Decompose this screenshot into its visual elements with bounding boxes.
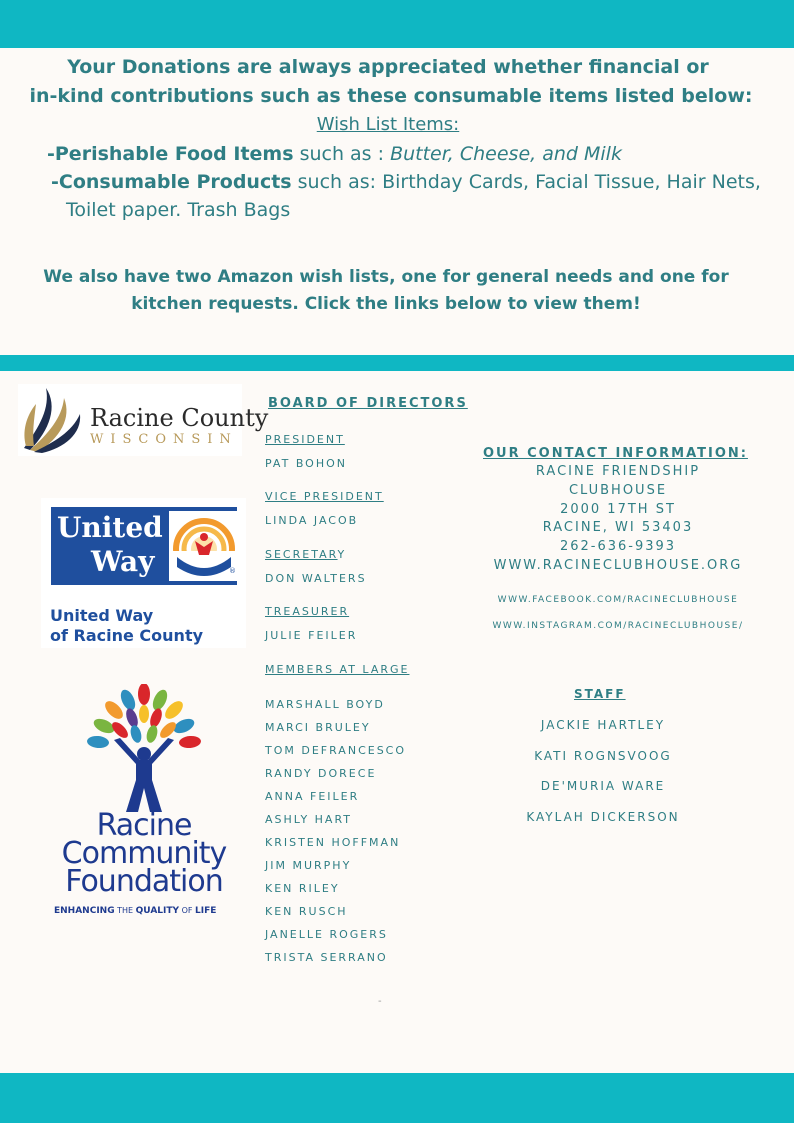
rcf-word-foundation: Foundation [65, 864, 223, 899]
contact-org-line-2: CLUBHOUSE [568, 483, 668, 498]
consumable-items: such as: Birthday Cards, Facial Tissue, Hair Nets, [291, 171, 761, 193]
secretary-title [265, 548, 346, 561]
board-member: KRISTEN HOFFMAN [265, 836, 401, 849]
board-member: TRISTA SERRANO [265, 951, 388, 964]
perishable-items: Butter, Cheese, and Milk [390, 143, 622, 165]
consumable-items-line [51, 171, 761, 193]
rcf-word-racine: Racine [96, 808, 192, 843]
consumable-label: -Consumable Products [51, 171, 292, 193]
wish-list-heading: Wish List Items: [316, 114, 460, 135]
contact-website-link[interactable]: WWW.RACINECLUBHOUSE.ORG [493, 558, 743, 573]
amazon-line-1: We also have two Amazon wish lists, one for general needs and one for [43, 267, 729, 287]
staff-member: KAYLAH DICKERSON [526, 810, 680, 824]
united-way-caption-1: United Way [50, 606, 154, 625]
secretary-title-tail: Y [337, 548, 347, 561]
united-way-emblem [169, 511, 239, 581]
board-member: RANDY DORECE [265, 767, 377, 780]
consumable-items-line-2: Toilet paper. Trash Bags [66, 199, 291, 221]
racine-county-wings-icon [20, 386, 90, 454]
president-title: PRESIDENT [265, 433, 345, 446]
rcf-tag-life: LIFE [195, 906, 217, 916]
rcf-tag-quality: QUALITY [135, 906, 180, 916]
board-member: MARSHALL BOYD [265, 698, 385, 711]
racine-county-name: Racine County [90, 404, 269, 432]
instagram-link[interactable]: WWW.INSTAGRAM.COM/RACINECLUBHOUSE/ [492, 621, 744, 631]
united-way-word-2: Way [91, 545, 155, 578]
tree-person-icon [52, 684, 236, 814]
staff-member: DE'MURIA WARE [540, 779, 666, 793]
board-member: KEN RILEY [265, 882, 340, 895]
intro-line-1: Your Donations are always appreciated whether financial or [67, 56, 709, 78]
treasurer-name: JULIE FEILER [265, 629, 358, 642]
contact-org-line-1: RACINE FRIENDSHIP [535, 464, 701, 479]
secretary-title-underlined: SECRETAR [265, 548, 338, 561]
vice-president-name: LINDA JACOB [265, 514, 359, 527]
secretary-name: DON WALTERS [265, 572, 367, 585]
board-member: JIM MURPHY [265, 859, 352, 872]
president-name: PAT BOHON [265, 457, 347, 470]
contact-phone: 262-636-9393 [559, 539, 677, 554]
rcf-tagline [54, 906, 216, 916]
intro-line-2: in-kind contributions such as these consumable items listed below: [29, 85, 753, 107]
board-member: KEN RUSCH [265, 905, 348, 918]
facebook-link[interactable]: WWW.FACEBOOK.COM/RACINECLUBHOUSE [497, 595, 739, 605]
racine-county-logo [18, 384, 269, 456]
racine-community-foundation-logo [52, 684, 236, 920]
staff-member: KATI ROGNSVOOG [534, 749, 672, 763]
middle-color-band [0, 355, 794, 371]
board-member: TOM DEFRANCESCO [265, 744, 407, 757]
contact-city: RACINE, WI 53403 [542, 520, 694, 535]
perishable-connector: such as : [293, 143, 391, 165]
contact-street: 2000 17TH ST [560, 502, 676, 517]
perishable-label: -Perishable Food Items [47, 143, 294, 165]
staff-heading: STAFF [574, 687, 626, 701]
board-member: MARCI BRULEY [265, 721, 371, 734]
members-at-large-title: MEMBERS AT LARGE [265, 663, 410, 676]
united-way-caption-2: of Racine County [50, 626, 204, 645]
contact-heading: OUR CONTACT INFORMATION: [483, 446, 748, 461]
staff-member: JACKIE HARTLEY [540, 718, 666, 732]
racine-county-state: WISCONSIN [90, 432, 238, 447]
rcf-tag-the: THE [114, 906, 136, 915]
united-way-word-1: United [57, 511, 163, 544]
footer-mark: - [378, 996, 382, 1007]
top-color-band [0, 0, 794, 48]
rcf-tag-of: OF [179, 906, 196, 915]
united-way-logo [41, 498, 246, 648]
treasurer-title: TREASURER [265, 605, 350, 618]
united-way-badge [51, 507, 237, 585]
board-member: ASHLY HART [265, 813, 353, 826]
board-member: ANNA FEILER [265, 790, 360, 803]
vice-president-title: VICE PRESIDENT [265, 490, 384, 503]
board-heading: BOARD OF DIRECTORS [268, 396, 468, 411]
rcf-tag-enhancing: ENHANCING [54, 906, 115, 916]
rcf-word-community: Community [61, 836, 227, 871]
perishable-items-line [47, 143, 622, 165]
board-member: JANELLE ROGERS [265, 928, 388, 941]
bottom-color-band [0, 1073, 794, 1123]
registered-mark: ® [229, 567, 236, 575]
amazon-line-2: kitchen requests. Click the links below to view them! [131, 294, 641, 314]
